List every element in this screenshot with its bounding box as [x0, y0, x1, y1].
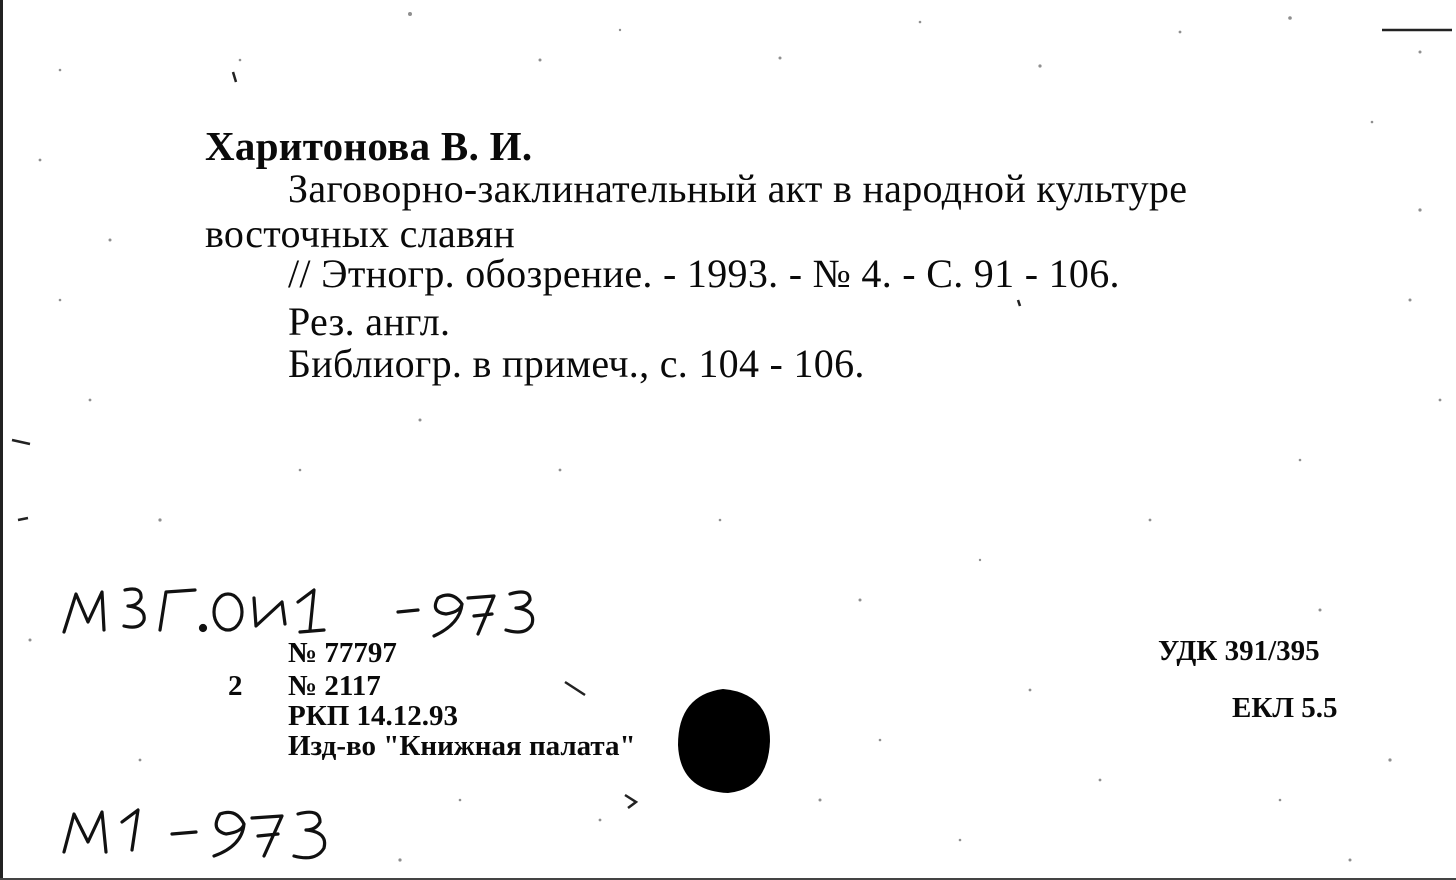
handwritten-shelfmark-2 — [64, 810, 325, 858]
work-title-line-2: восточных славян — [205, 211, 516, 256]
bibliography-note: Библиогр. в примеч., с. 104 - 106. — [288, 341, 865, 386]
author-name: Харитонова В. И. — [205, 123, 533, 169]
summary-note: Рез. англ. — [288, 299, 451, 344]
copies-count: 2 — [228, 670, 243, 702]
card-punch-hole — [674, 685, 772, 795]
work-title-line-1: Заговорно-заклинательный акт в народной культуре — [288, 166, 1188, 211]
publisher-line: Изд-во "Книжная палата" — [288, 730, 636, 762]
handwritten-shelfmark-1 — [64, 589, 533, 636]
rkp-date: РКП 14.12.93 — [288, 700, 459, 732]
ekl-code: ЕКЛ 5.5 — [1232, 692, 1338, 724]
record-number-1: № 77797 — [288, 637, 397, 669]
source-citation: // Этногр. обозрение. - 1993. - № 4. - С. 91 - 106. — [288, 251, 1120, 296]
udk-code: УДК 391/395 — [1158, 635, 1320, 667]
record-number-2: № 2117 — [288, 670, 381, 702]
